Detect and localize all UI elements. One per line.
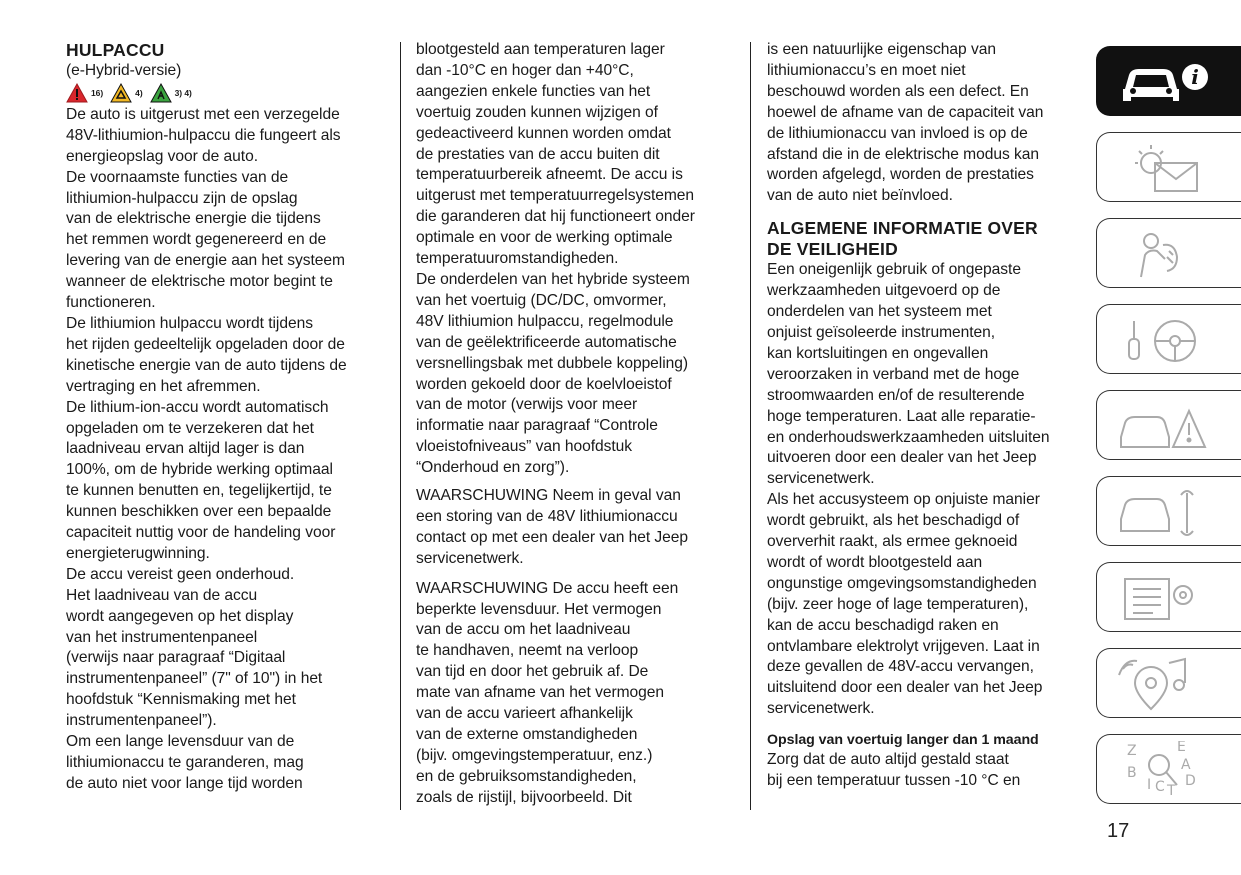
warning-ref-caution [110, 83, 142, 104]
text-line: vertraging en het afremmen. [66, 377, 261, 395]
index-search-icon [1111, 741, 1231, 799]
body-text [767, 750, 1077, 792]
text-line: laadniveau ervan altijd lager is dan [66, 440, 305, 458]
text-line: WAARSCHUWING Neem in geval van [416, 487, 681, 505]
text-line: kan kortsluitingen en ongevallen [767, 344, 989, 362]
body-text [416, 40, 734, 479]
text-line: informatie naar paragraaf “Controle [416, 417, 658, 435]
tab-dashboard[interactable] [1096, 132, 1241, 202]
index-letter: D [1185, 773, 1196, 789]
text-line: van tijd en door het gebruik af. De [416, 663, 649, 681]
lights-message-icon [1111, 139, 1231, 197]
tab-starting-driving[interactable] [1096, 304, 1241, 374]
airbag-safety-icon [1111, 225, 1231, 283]
text-line: is een natuurlijke eigenschap van [767, 41, 996, 58]
text-line: opgeladen om te verzekeren dat het [66, 419, 314, 437]
text-line: lithiumionaccu’s en moet niet [767, 61, 966, 79]
text-line: 48V-lithiumion-hulpaccu die fungeert als [66, 126, 341, 144]
tab-multimedia[interactable] [1096, 648, 1241, 718]
text-line: kinetische energie van de auto tijdens de [66, 356, 347, 374]
text-line: (bijv. omgevingstemperatuur, enz.) [416, 746, 653, 764]
section-heading [767, 218, 1077, 260]
text-line: hoofdstuk “Kennismaking met het [66, 691, 296, 709]
text-line: beperkte levensduur. Het vermogen [416, 600, 662, 618]
text-line: onjuist geïsoleerde instrumenten, [767, 323, 996, 341]
text-line: wordt of wordt blootgesteld aan [767, 553, 983, 571]
index-letter: Z [1127, 743, 1137, 759]
text-line: een storing van de 48V lithiumionaccu [416, 507, 678, 525]
column-2 [416, 40, 734, 809]
text-line: de auto niet voor lange tijd worden [66, 774, 303, 792]
tab-index[interactable] [1096, 734, 1241, 804]
car-breakdown-warning-icon [1111, 397, 1231, 455]
text-line: die garanderen dat hij functioneert onder [416, 208, 695, 226]
text-line: werkzaamheden uitgevoerd op de [767, 282, 1001, 300]
text-line: capaciteit nuttig voor de handeling voor [66, 524, 336, 542]
text-line: van de externe omstandigheden [416, 726, 638, 743]
text-line: De voornaamste functies van de [66, 168, 289, 186]
text-line: van de auto niet beïnvloed. [767, 187, 953, 205]
text-line: oververhit raakt, als ermee geknoeid [767, 533, 1018, 551]
car-maintenance-icon [1111, 483, 1231, 541]
text-line: gedeactiveerd kunnen worden omdat [416, 124, 671, 142]
text-line: temperatuurbereik afneemt. De accu is [416, 166, 683, 184]
text-line: uitgerust met temperatuurregelsystemen [416, 187, 695, 205]
warning-note [416, 579, 734, 809]
text-line: ontvlambare elektrolyt vrijgeven. Laat in [767, 637, 1040, 655]
body-text [767, 260, 1077, 720]
text-line: van de geëlektrificeerde automatische [416, 333, 677, 351]
text-line: lithiumionaccu te garanderen, mag [66, 754, 304, 771]
text-line: van de accu om het laadniveau [416, 621, 631, 639]
warning-ref-number: 16) [91, 87, 104, 98]
text-line: servicenetwerk. [767, 470, 875, 488]
warning-ref-environment [150, 83, 192, 104]
text-line: deze gevallen de 48V-accu vervangen, [767, 658, 1034, 676]
text-line: mate van afname van het vermogen [416, 684, 665, 702]
text-line: kunnen beschikken over een bepaalde [66, 503, 332, 521]
multimedia-icon [1111, 655, 1231, 713]
text-line: instrumentenpaneel”). [66, 712, 217, 730]
column-divider [400, 42, 401, 810]
page-number: 17 [1107, 820, 1130, 842]
column-3 [767, 40, 1077, 792]
heading-line: DE VEILIGHEID [767, 239, 898, 260]
text-line: wordt gebruikt, als het beschadigd of [767, 512, 1020, 530]
text-line: Om een lange levensduur van de [66, 733, 295, 751]
text-line: uitsluitend door een dealer van het Jeep [767, 679, 1043, 697]
text-line: te kunnen benutten en, tegelijkertijd, te [66, 482, 332, 500]
text-line: de prestaties van de accu buiten dit [416, 145, 660, 163]
column-divider [750, 42, 751, 810]
index-letter: A [1181, 757, 1191, 773]
text-line: aangezien enkele functies van het [416, 82, 651, 100]
tab-getting-to-know[interactable] [1096, 46, 1241, 116]
text-line: De lithiumion hulpaccu wordt tijdens [66, 314, 313, 332]
text-line: “Onderhoud en zorg”). [416, 459, 570, 477]
section-subtitle: (e-Hybrid-versie) [66, 62, 182, 79]
text-line: voertuig zouden kunnen wijzigen of [416, 103, 658, 121]
text-line: wordt aangegeven op het display [66, 607, 294, 625]
warning-references [66, 82, 384, 105]
text-line: worden afgelegd, worden de prestaties [767, 166, 1034, 184]
text-line: de lithiumionaccu van invloed is op de [767, 124, 1028, 142]
technical-data-icon [1111, 569, 1231, 627]
index-letter: B [1127, 765, 1137, 781]
text-line: contact op met een dealer van het Jeep [416, 528, 689, 546]
text-line: veroorzaken in verband met de hoge [767, 365, 1020, 383]
text-line: zoals de rijstijl, bijvoorbeeld. Dit [416, 788, 632, 806]
text-line: 100%, om de hybride werking optimaal [66, 461, 333, 479]
amber-battery-warning-icon [110, 83, 132, 103]
text-line: servicenetwerk. [416, 549, 524, 567]
text-line: van de elektrische energie die tijdens [66, 210, 321, 228]
text-line: (verwijs naar paragraaf “Digitaal [66, 649, 286, 667]
body-text [66, 105, 384, 795]
text-line: Zorg dat de auto altijd gestald staat [767, 751, 1009, 769]
text-line: De auto is uitgerust met een verzegelde [66, 105, 340, 123]
warning-note [416, 486, 734, 570]
index-letter: I [1147, 777, 1152, 793]
text-line: van de accu varieert afhankelijk [416, 705, 633, 723]
text-line: en onderhoudswerkzaamheden uitsluiten [767, 428, 1050, 446]
text-line: (bijv. zeer hoge of lage temperaturen), [767, 595, 1029, 613]
text-line: temperatuuromstandigheden. [416, 250, 619, 268]
text-line: onderdelen van het systeem met [767, 303, 992, 321]
text-line: De accu vereist geen onderhoud. [66, 565, 295, 583]
text-line: te handhaven, neemt na verloop [416, 642, 639, 660]
text-line: De onderdelen van het hybride systeem [416, 270, 690, 288]
text-line: wanneer de elektrische motor begint te [66, 273, 333, 291]
tab-maintenance[interactable] [1096, 476, 1241, 546]
text-line: van het voertuig (DC/DC, omvormer, [416, 291, 667, 309]
section-title: HULPACCU [66, 40, 165, 60]
text-line: dan -10°C en hoger dan +40°C, [416, 61, 634, 79]
text-line: vloeistofniveaus” van hoofdstuk [416, 438, 633, 456]
text-line: Het laadniveau van de accu [66, 586, 258, 604]
key-steering-wheel-icon [1111, 311, 1231, 369]
text-line: levering van de energie aan het systeem [66, 252, 345, 270]
svg-text:i: i [1191, 65, 1199, 89]
text-line: ongunstige omgevingsomstandigheden [767, 574, 1037, 592]
column-1 [66, 40, 384, 795]
index-letter: C [1155, 779, 1165, 795]
text-line: hoewel de afname van de capaciteit van [767, 103, 1044, 121]
text-line: Als het accusysteem op onjuiste manier [767, 491, 1040, 509]
index-letter: E [1177, 741, 1186, 755]
text-line: energieterugwinning. [66, 544, 210, 562]
text-line: afstand die in de elektrische modus kan [767, 145, 1039, 163]
text-line: lithiumion-hulpaccu zijn de opslag [66, 189, 298, 207]
text-line: energieopslag voor de auto. [66, 147, 258, 165]
warning-ref-number: 3) 4) [174, 87, 192, 98]
text-line: versnellingsbak met dubbele koppeling) [416, 354, 689, 372]
car-info-icon [1111, 53, 1231, 111]
subheading: Opslag van voertuig langer dan 1 maand [767, 732, 1039, 749]
green-environment-icon [150, 83, 172, 103]
warning-ref-number: 4) [135, 87, 143, 98]
text-line: hoge temperaturen. Laat alle reparatie- [767, 407, 1036, 425]
text-line: servicenetwerk. [767, 700, 875, 718]
text-line: Een oneigenlijk gebruik of ongepaste [767, 261, 1021, 279]
text-line: van het instrumentenpaneel [66, 628, 258, 646]
text-line: stroomwaarden en/of de resulterende [767, 386, 1025, 404]
text-line: uitvoeren door een dealer van het Jeep [767, 449, 1037, 467]
red-warning-triangle-icon [66, 83, 88, 103]
text-line: kan de accu beschadigd raken en [767, 616, 999, 634]
text-line: optimale en voor de werking optimale [416, 229, 673, 247]
warning-ref-danger [66, 83, 103, 104]
heading-line: ALGEMENE INFORMATIE OVER [767, 218, 1038, 239]
text-line: instrumentenpaneel” (7" of 10") in het [66, 670, 323, 688]
tab-safety[interactable] [1096, 218, 1241, 288]
text-line: WAARSCHUWING De accu heeft een [416, 579, 679, 597]
text-line: beschouwd worden als een defect. En [767, 82, 1029, 100]
text-line: functioneren. [66, 294, 156, 312]
text-line: 48V lithiumion hulpaccu, regelmodule [416, 312, 674, 330]
tab-technical-data[interactable] [1096, 562, 1241, 632]
text-line: van de motor (verwijs voor meer [416, 396, 638, 414]
text-line: het rijden gedeeltelijk opgeladen door de [66, 335, 345, 353]
text-line: De lithium-ion-accu wordt automatisch [66, 398, 329, 416]
text-line: blootgesteld aan temperaturen lager [416, 41, 665, 58]
body-text [767, 40, 1077, 207]
index-letter: T [1167, 783, 1176, 799]
text-line: en de gebruiksomstandigheden, [416, 767, 637, 785]
text-line: worden gekoeld door de koelvloeistof [416, 375, 672, 393]
tab-emergency[interactable] [1096, 390, 1241, 460]
text-line: het remmen wordt gegenereerd en de [66, 231, 327, 249]
text-line: bij een temperatuur tussen -10 °C en [767, 772, 1021, 790]
